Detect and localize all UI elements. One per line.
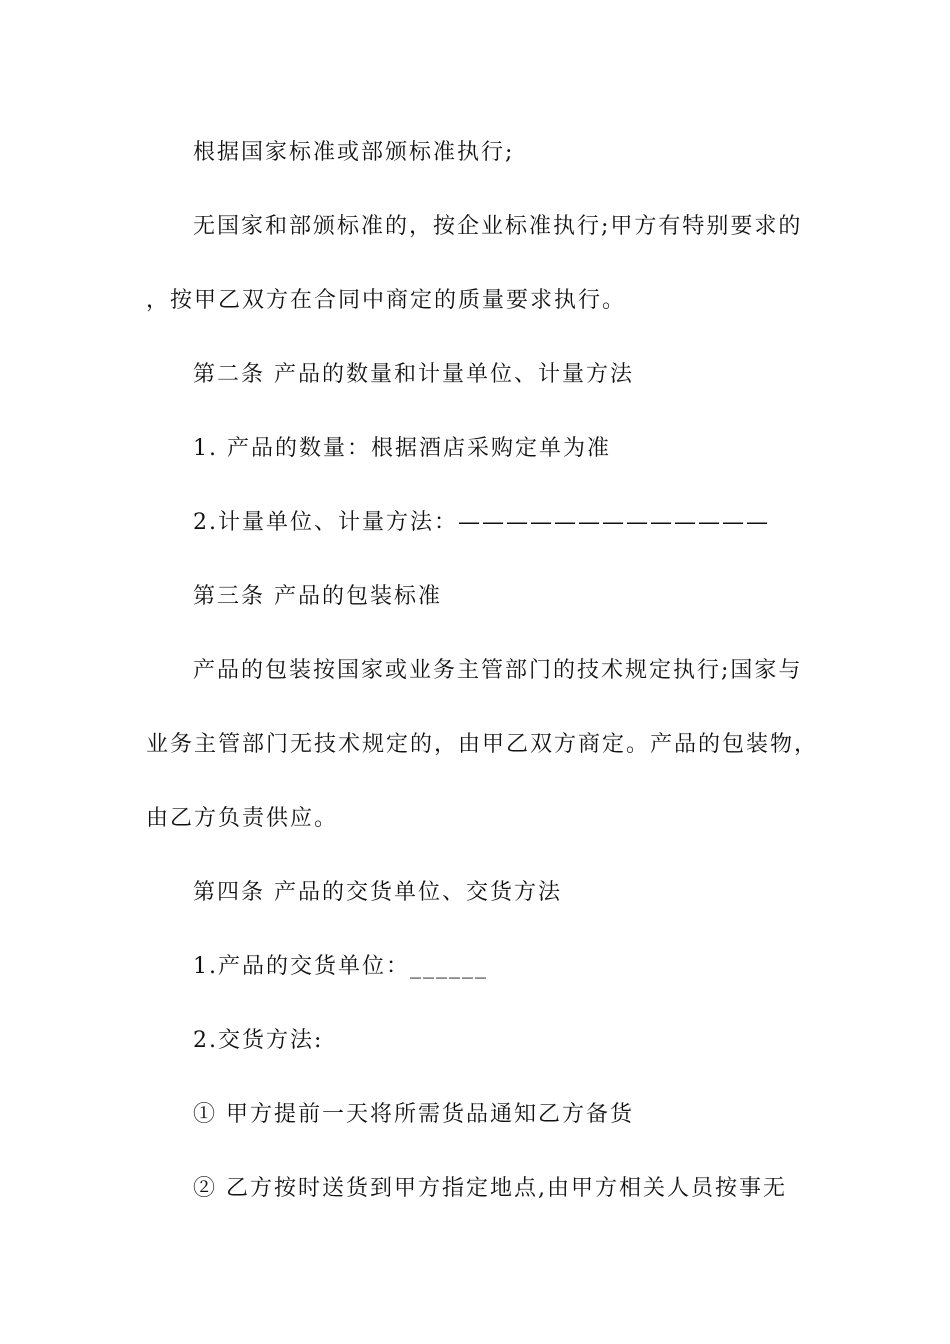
item-product-quantity: 1. 产品的数量：根据酒店采购定单为准: [193, 436, 611, 461]
item-delivery-to-location: ② 乙方按时送货到甲方指定地点,由甲方相关人员按事无: [193, 1176, 787, 1201]
paragraph-packaging-supply: 由乙方负责供应。: [146, 806, 339, 831]
item-delivery-method: 2.交货方法:: [193, 1028, 324, 1053]
paragraph-enterprise-standard-cont: ，按甲乙双方在合同中商定的质量要求执行。: [146, 288, 627, 313]
paragraph-packaging: 产品的包装按国家或业务主管部门的技术规定执行;国家与: [193, 658, 803, 683]
item-advance-notice: ① 甲方提前一天将所需货品通知乙方备货: [193, 1102, 634, 1127]
heading-article-4: 第四条 产品的交货单位、交货方法: [193, 880, 562, 905]
heading-article-3: 第三条 产品的包装标准: [193, 584, 442, 609]
item-measurement-method: 2.计量单位、计量方法：—————————————: [193, 510, 770, 535]
paragraph-enterprise-standard: 无国家和部颁标准的，按企业标准执行;甲方有特别要求的: [193, 214, 803, 239]
paragraph-standard-execution: 根据国家标准或部颁标准执行;: [193, 140, 515, 165]
item-delivery-unit: 1.产品的交货单位：______: [193, 954, 488, 979]
paragraph-packaging-cont: 业务主管部门无技术规定的，由甲乙双方商定。产品的包装物，: [146, 732, 819, 757]
heading-article-2: 第二条 产品的数量和计量单位、计量方法: [193, 362, 634, 387]
